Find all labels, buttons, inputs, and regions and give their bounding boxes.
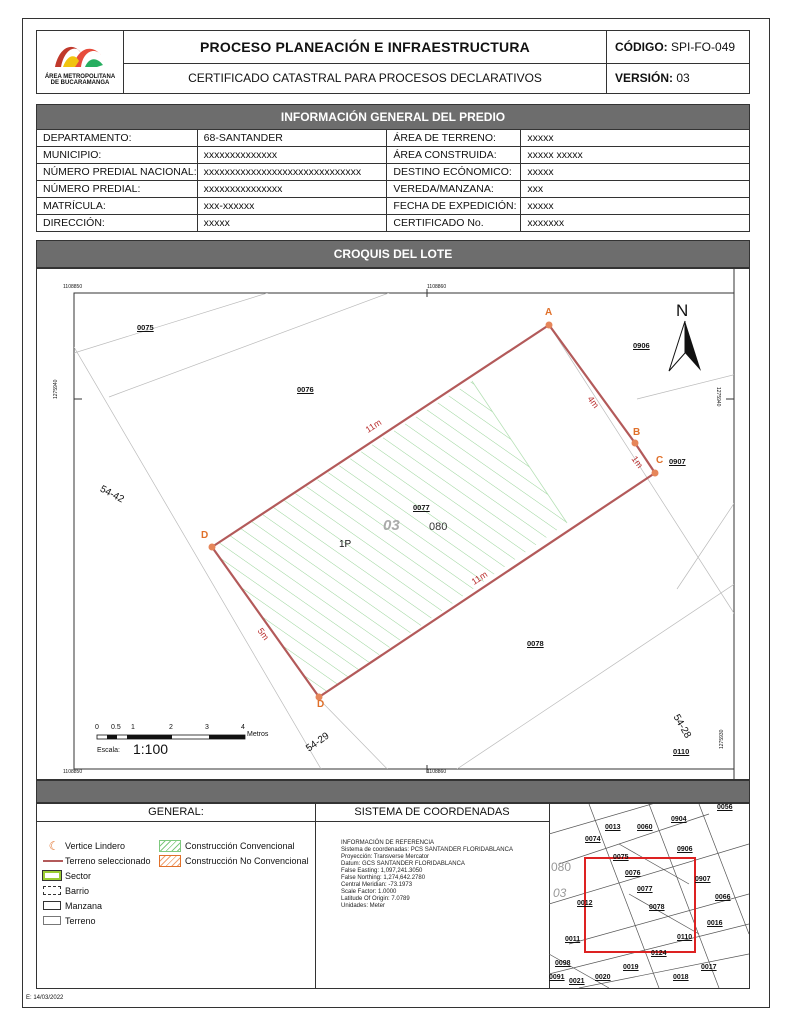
- reference-line: False Easting: 1,097,241.3050: [341, 868, 423, 874]
- scale-tick-label: 4: [241, 724, 245, 731]
- document-header: [36, 30, 750, 94]
- street-label: 54-28: [670, 712, 693, 741]
- info-value: xxxxx: [521, 130, 750, 147]
- info-label: DEPARTAMENTO:: [37, 130, 198, 147]
- dimension-label: 5m: [255, 625, 271, 643]
- document-subtitle: CERTIFICADO CATASTRAL PARA PROCESOS DECLARATIVOS: [124, 63, 607, 93]
- separator-bar: [36, 780, 750, 803]
- street-label: 54-42: [97, 483, 126, 506]
- legend-terreno: Terreno: [43, 913, 173, 928]
- minimap-label: 0078: [649, 904, 665, 911]
- minimap-label: 0091: [549, 974, 565, 981]
- parcel-label: 0078: [527, 639, 544, 648]
- minimap-label: 0020: [595, 974, 611, 981]
- info-row: [37, 130, 750, 147]
- info-row: [37, 181, 750, 198]
- info-value: xxxxx: [521, 164, 750, 181]
- minimap-label: 0018: [673, 974, 689, 981]
- info-value: xxxxxxxxxxxxxx: [197, 147, 387, 164]
- version-cell: VERSIÓN: 03: [607, 63, 750, 93]
- info-value: xxx-xxxxxx: [197, 198, 387, 215]
- reference-line: INFORMACIÓN DE REFERENCIA: [341, 840, 435, 846]
- reference-line: Latitude Of Origin: 7.0789: [341, 896, 410, 902]
- reference-info: [341, 840, 541, 910]
- amb-logo-icon: [51, 39, 109, 69]
- minimap-label: 0056: [717, 804, 733, 811]
- minimap-label: 0074: [585, 836, 601, 843]
- scale-tick-label: 1: [131, 724, 135, 731]
- reference-line: Scale Factor: 1.0000: [341, 889, 397, 895]
- info-row: [37, 198, 750, 215]
- legend-conventional: Construcción Convencional: [159, 838, 315, 853]
- reference-line: Unidades: Meter: [341, 903, 386, 909]
- floors-label: 1P: [339, 539, 352, 550]
- coord-bottom-left: 1108850: [63, 769, 83, 775]
- minimap-label: 0011: [565, 936, 581, 943]
- parcel-label: 0906: [633, 341, 650, 350]
- document-title: PROCESO PLANEACIÓN E INFRAESTRUCTURA: [124, 31, 607, 64]
- minimap-label: 0016: [707, 920, 723, 927]
- minimap-label: 0012: [577, 900, 593, 907]
- logo-cell: [37, 31, 124, 94]
- coord-right: 1275940: [715, 387, 721, 407]
- reference-line: Central Meridian: -73.1973: [341, 882, 413, 888]
- info-label: NÚMERO PREDIAL NACIONAL:: [37, 164, 198, 181]
- block-code-label: 080: [429, 521, 448, 533]
- coord-right-bottom: 1275930: [719, 729, 725, 749]
- scale-unit: Metros: [247, 731, 269, 738]
- info-value: xxx: [521, 181, 750, 198]
- legend-manzana: Manzana: [43, 898, 173, 913]
- reference-line: Datum: GCS SANTANDER FLORIDABLANCA: [341, 861, 465, 867]
- coord-system-title: SISTEMA DE COORDENADAS: [315, 804, 549, 822]
- minimap-label: 0013: [605, 824, 621, 831]
- info-value: xxxxxxxxxxxxxxxxxxxxxxxxxxxxxx: [197, 164, 387, 181]
- parcel-label: 0110: [673, 747, 690, 756]
- info-value: 68-SANTANDER: [197, 130, 387, 147]
- info-label: ÁREA CONSTRUIDA:: [387, 147, 521, 164]
- minimap-label: 0017: [701, 964, 717, 971]
- dimension-label: 11m: [469, 569, 490, 587]
- minimap-label: 0066: [715, 894, 731, 901]
- coordinate-system: [315, 804, 550, 988]
- legend-section: [36, 803, 750, 989]
- minimap-label: 0906: [677, 846, 693, 853]
- info-value: xxxxx: [197, 215, 387, 232]
- minimap-label: 03: [553, 886, 567, 900]
- dimension-label: 4m: [585, 393, 601, 411]
- minimap-label: 0124: [651, 950, 667, 957]
- info-value: xxxxx: [521, 198, 750, 215]
- scale-value: 1:100: [133, 741, 169, 757]
- vertex-label-a: A: [545, 307, 553, 318]
- info-label: DIRECCIÓN:: [37, 215, 198, 232]
- info-label: CERTIFICADO No.: [387, 215, 521, 232]
- street-label: 54-29: [304, 730, 332, 755]
- info-row: [37, 215, 750, 232]
- general-legend-title: GENERAL:: [37, 804, 315, 822]
- parcel-label: 0076: [297, 385, 314, 394]
- reference-line: False Northing: 1,274,642.2780: [341, 875, 426, 881]
- scale-tick-label: 0: [95, 724, 99, 731]
- info-label: MUNICIPIO:: [37, 147, 198, 164]
- north-arrow-icon: [669, 321, 701, 371]
- north-label: N: [676, 301, 689, 320]
- legend-non-conventional: Construcción No Convencional: [159, 853, 315, 868]
- minimap-label: 0060: [637, 824, 653, 831]
- legend-selected-lot: Terreno seleccionado: [43, 853, 173, 868]
- minimap-label: 080: [551, 860, 572, 874]
- location-minimap: [549, 804, 749, 988]
- scale-tick-label: 3: [205, 724, 209, 731]
- general-legend: [37, 804, 316, 988]
- coord-bottom-mid: 1108860: [427, 769, 447, 775]
- info-value: xxxxxxxxxxxxxxx: [197, 181, 387, 198]
- dimension-label: 1m: [629, 453, 645, 471]
- logo-text: ÁREA METROPOLITANA DE BUCARAMANGA: [44, 73, 116, 86]
- info-value: xxxxx xxxxx: [521, 147, 750, 164]
- vertex-label-d2: D: [317, 699, 325, 710]
- parcel-label: 0077: [413, 503, 430, 512]
- info-label: FECHA DE EXPEDICIÓN:: [387, 198, 521, 215]
- coord-top-mid: 1108860: [427, 284, 447, 290]
- legend-barrio: Barrio: [43, 883, 173, 898]
- parcel-label: 0907: [669, 457, 686, 466]
- vertex-label-c: C: [656, 455, 664, 466]
- block-label: 03: [383, 517, 400, 534]
- vertex-label-b: B: [633, 427, 641, 438]
- info-label: ÁREA DE TERRENO:: [387, 130, 521, 147]
- minimap-label: 0075: [613, 854, 629, 861]
- scale-tick-label: 2: [169, 724, 173, 731]
- minimap-label: 0907: [695, 876, 711, 883]
- parcel-label: 0075: [137, 323, 154, 332]
- info-label: VEREDA/MANZANA:: [387, 181, 521, 198]
- dimension-label: 11m: [363, 417, 384, 435]
- coord-top-left: 1108850: [63, 284, 83, 290]
- info-label: DESTINO ECÓNOMICO:: [387, 164, 521, 181]
- reference-line: Sistema de coordenadas: PCS SANTANDER FLORIDABLANCA: [341, 847, 513, 853]
- info-label: MATRÍCULA:: [37, 198, 198, 215]
- legend-sector: Sector: [43, 868, 173, 883]
- scale-bar: [97, 735, 245, 739]
- minimap-label: 0021: [569, 978, 585, 985]
- vertex-label-d: D: [201, 530, 209, 541]
- legend-vertex: ☾ Vertice Lindero: [48, 838, 126, 853]
- scale-tick-label: 0.5: [111, 724, 121, 731]
- info-row: [37, 147, 750, 164]
- general-info-table: [36, 129, 750, 232]
- minimap-label: 0904: [671, 816, 687, 823]
- coord-left: 1275940: [53, 379, 59, 399]
- minimap-label: 0110: [677, 934, 693, 941]
- footer-date: E: 14/03/2022: [26, 995, 64, 1001]
- sketch-map: [36, 268, 750, 780]
- minimap-label: 0098: [555, 960, 571, 967]
- minimap-label: 0077: [637, 886, 653, 893]
- reference-line: Proyección: Transverse Mercator: [341, 854, 430, 860]
- minimap-label: 0076: [625, 870, 641, 877]
- minimap-label: 0019: [623, 964, 639, 971]
- general-info-heading: INFORMACIÓN GENERAL DEL PREDIO: [36, 104, 750, 130]
- sketch-heading: CROQUIS DEL LOTE: [36, 240, 750, 268]
- info-row: [37, 164, 750, 181]
- code-cell: CÓDIGO: SPI-FO-049: [607, 31, 750, 64]
- scale-label: Escala:: [97, 747, 120, 754]
- info-value: xxxxxxx: [521, 215, 750, 232]
- info-label: NÚMERO PREDIAL:: [37, 181, 198, 198]
